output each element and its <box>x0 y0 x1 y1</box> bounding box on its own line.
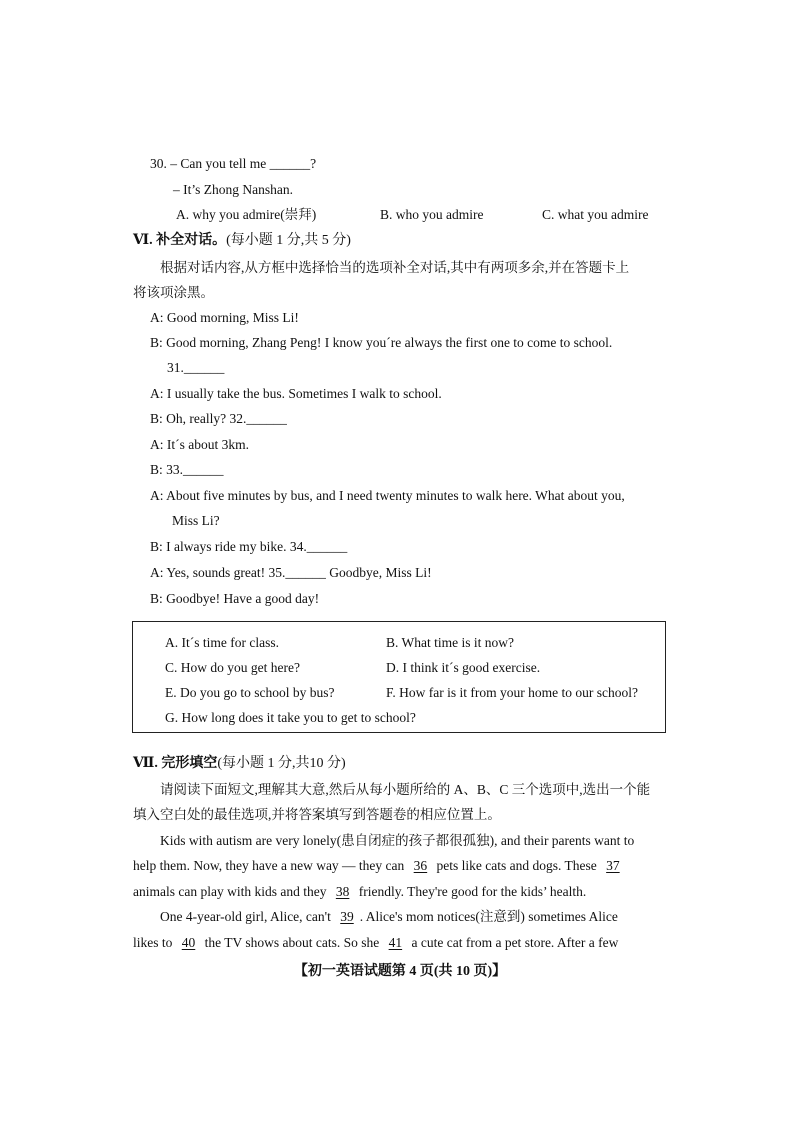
box-option-b: B. What time is it now? <box>386 635 514 650</box>
dialogue-line: A: About five minutes by bus, and I need twenty minutes to walk here. What about you, <box>150 488 625 503</box>
blank-40: 40 <box>181 935 196 950</box>
dialogue-line: A: I usually take the bus. Sometimes I walk to school. <box>150 386 442 401</box>
blank-37: 37 <box>606 858 620 873</box>
dialogue-line: A: Good morning, Miss Li! <box>150 310 299 325</box>
q30-option-c: C. what you admire <box>542 207 649 222</box>
passage-text: help them. Now, they have a new way — they can <box>133 858 405 873</box>
q30-answer: – It’s Zhong Nanshan. <box>173 182 293 197</box>
section7-instruction-2: 填入空白处的最佳选项,并将答案填写到答题卷的相应位置上。 <box>133 807 501 822</box>
blank-41: 41 <box>388 935 403 950</box>
dialogue-line: B: 33.______ <box>150 462 224 477</box>
passage-line <box>133 934 618 952</box>
passage-text: the TV shows about cats. So she <box>204 935 380 950</box>
passage-text: likes to <box>133 935 173 950</box>
q30-option-a: A. why you admire(崇拜) <box>176 207 317 222</box>
dialogue-line: B: Oh, really? 32.______ <box>150 411 287 426</box>
section7-heading <box>133 755 346 773</box>
box-option-e: E. Do you go to school by bus? <box>165 685 335 700</box>
box-option-a: A. It´s time for class. <box>165 635 279 650</box>
dialogue-line: B: Goodbye! Have a good day! <box>150 591 320 606</box>
section7-note: (每小题 1 分,共10 分) <box>217 756 346 771</box>
page-footer: 【初一英语试题第 4 页(共 10 页)】 <box>293 964 507 979</box>
section7-title: Ⅶ. 完形填空 <box>133 756 218 771</box>
q30-question: 30. – Can you tell me ______? <box>150 156 317 171</box>
blank-36: 36 <box>413 858 428 873</box>
passage-text: friendly. They're good for the kids’ health. <box>358 884 587 899</box>
dialogue-line: B: I always ride my bike. 34.______ <box>150 539 348 554</box>
blank-39: 39 <box>340 909 354 924</box>
section6-heading <box>133 232 351 250</box>
passage-text: pets like cats and dogs. These <box>436 858 597 873</box>
dialogue-line: A: Yes, sounds great! 35.______ Goodbye, Miss Li! <box>150 565 432 580</box>
passage-text: One 4-year-old girl, Alice, can't <box>160 909 331 924</box>
section6-title: Ⅵ. 补全对话。 <box>133 233 227 248</box>
section6-note: (每小题 1 分,共 5 分) <box>226 233 351 248</box>
box-option-d: D. I think it´s good exercise. <box>386 660 541 675</box>
q30-option-b: B. who you admire <box>380 207 484 222</box>
dialogue-line: Miss Li? <box>172 513 220 528</box>
section6-instruction-1: 根据对话内容,从方框中选择恰当的选项补全对话,其中有两项多余,并在答题卡上 <box>160 260 630 275</box>
section6-instruction-2: 将该项涂黑。 <box>133 285 214 300</box>
box-option-g: G. How long does it take you to get to school? <box>165 710 416 725</box>
passage-text: animals can play with kids and they <box>133 884 327 899</box>
blank-38: 38 <box>335 884 350 899</box>
passage-line <box>133 883 586 901</box>
box-option-c: C. How do you get here? <box>165 660 300 675</box>
dialogue-line: A: It´s about 3km. <box>150 437 249 452</box>
passage-line <box>160 908 618 926</box>
passage-text: . Alice's mom notices(注意到) sometimes Alice <box>359 909 618 924</box>
dialogue-line: B: Good morning, Zhang Peng! I know you´re always the first one to come to school. <box>150 335 613 350</box>
section7-instruction-1: 请阅读下面短文,理解其大意,然后从每小题所给的 A、B、C 三个选项中,选出一个能 <box>160 782 651 797</box>
box-option-f: F. How far is it from your home to our school? <box>386 685 639 700</box>
passage-line: Kids with autism are very lonely(患自闭症的孩子都很孤独), and their parents want to <box>160 833 635 848</box>
passage-line <box>133 857 626 875</box>
dialogue-line: 31.______ <box>167 360 225 375</box>
passage-text: a cute cat from a pet store. After a few <box>411 935 619 950</box>
